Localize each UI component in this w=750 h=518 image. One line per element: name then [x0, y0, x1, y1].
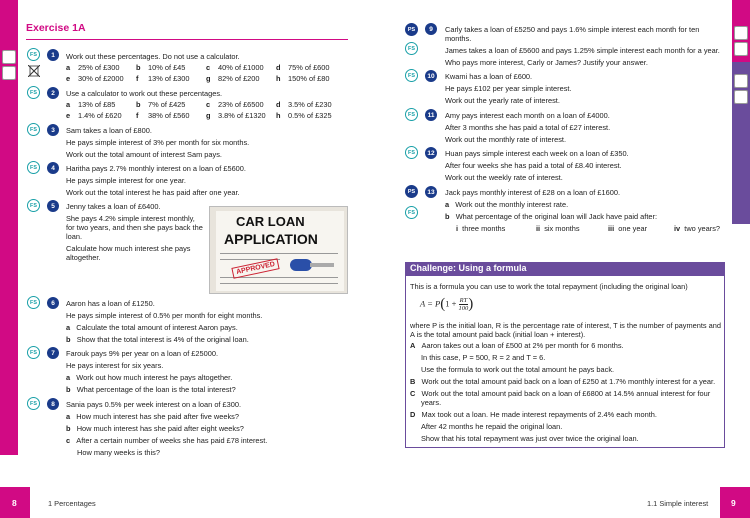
question-part: b Show that the total interest is 4% of the original loan. — [66, 335, 249, 344]
fs-badge: FS — [27, 397, 40, 410]
question-text: Jenny takes a loan of £6400. — [66, 202, 161, 211]
question-part: a Calculate the total amount of interest Aaron pays. — [66, 323, 238, 332]
challenge-text: Show that his total repayment was just over twice the original loan. — [421, 434, 639, 443]
question-text: loan. — [66, 232, 83, 241]
fs-badge: FS — [405, 42, 418, 55]
answer-row: a 25% of £300 b 10% of £45 c 40% of £1000 d 75% of £600 — [66, 63, 330, 72]
question-text: She pays 4.2% simple interest monthly, — [66, 214, 195, 223]
challenge-text: After 42 months he repaid the original loan. — [421, 422, 563, 431]
fs-badge: FS — [27, 161, 40, 174]
question-text: months. — [445, 34, 472, 43]
fs-badge: FS — [405, 206, 418, 219]
challenge-part: B Work out the total amount paid back on a loan of £250 at 1.7% monthly interest for a year. — [410, 377, 716, 386]
question-part: How many weeks is this? — [77, 448, 160, 457]
fs-badge: FS — [27, 86, 40, 99]
question-text: for two years, and then she pays back the — [66, 223, 203, 232]
photo-text-line1: CAR LOAN — [236, 214, 305, 229]
question-text: He pays interest for six years. — [66, 361, 164, 370]
ps-badge: PS — [405, 23, 418, 36]
question-text: Work out the yearly rate of interest. — [445, 96, 560, 105]
fs-badge: FS — [405, 108, 418, 121]
question-number: 12 — [425, 147, 437, 159]
approved-stamp: APPROVED — [231, 258, 280, 279]
exercise-title: Exercise 1A — [26, 22, 86, 34]
question-text: He pays £102 per year simple interest. — [445, 84, 572, 93]
question-part: a Work out the monthly interest rate. — [445, 200, 569, 209]
challenge-part: D Max took out a loan. He made interest repayments of 2.4% each month. — [410, 410, 657, 419]
question-text: Sam takes a loan of £800. — [66, 126, 152, 135]
tab-icon[interactable] — [734, 74, 748, 88]
challenge-text: In this case, P = 500, R = 2 and T = 6. — [421, 353, 546, 362]
car-loan-photo — [209, 206, 348, 294]
no-calculator-icon — [28, 65, 40, 77]
question-text: Calculate how much interest she pays — [66, 244, 191, 253]
question-text: After 3 months she has paid a total of £27 interest. — [445, 123, 611, 132]
fs-badge: FS — [405, 146, 418, 159]
question-text: Huan pays simple interest each week on a loan of £350. — [445, 149, 629, 158]
form-line — [220, 283, 338, 284]
question-part: a How much interest has she paid after five weeks? — [66, 412, 239, 421]
car-key-icon — [290, 259, 312, 271]
question-part: c After a certain number of weeks she has paid £78 interest. — [66, 436, 268, 445]
option-item: i three months — [456, 224, 506, 233]
question-part: b How much interest has she paid after eight weeks? — [66, 424, 244, 433]
question-text: Carly takes a loan of £5250 and pays 1.6% simple interest each month for ten — [445, 25, 700, 34]
question-text: Jack pays monthly interest of £28 on a loan of £1600. — [445, 188, 621, 197]
question-number: 7 — [47, 347, 59, 359]
question-number: 10 — [425, 70, 437, 82]
question-part: a Work out how much interest he pays altogether. — [66, 373, 233, 382]
challenge-text: A is the total amount paid back (initial loan + interest). — [410, 330, 586, 339]
question-text: altogether. — [66, 253, 101, 262]
question-number: 3 — [47, 124, 59, 136]
right-margin-bar — [732, 62, 750, 224]
question-text: Work out the weekly rate of interest. — [445, 173, 563, 182]
repayment-formula: A = P(1 + $\frac{RT}{100}$ ) — [420, 296, 474, 312]
question-text: He pays simple interest of 0.5% per month for eight months. — [66, 311, 263, 320]
photo-text-line2: APPLICATION — [224, 231, 318, 247]
option-item: iv two years? — [674, 224, 721, 233]
question-text: Haritha pays 2.7% monthly interest on a loan of £5600. — [66, 164, 246, 173]
page-number: 8 — [12, 498, 17, 508]
footer-chapter: 1 Percentages — [48, 499, 96, 508]
question-number: 2 — [47, 87, 59, 99]
question-number: 9 — [425, 23, 437, 35]
left-margin-bar — [0, 0, 18, 455]
page-number: 9 — [731, 498, 736, 508]
question-number: 1 — [47, 49, 59, 61]
option-item: ii six months — [536, 224, 580, 233]
tab-icon[interactable] — [2, 66, 16, 80]
question-text: Who pays more interest, Carly or James? Justify your answer. — [445, 58, 648, 67]
question-text: He pays simple interest for one year. — [66, 176, 186, 185]
question-part: b What percentage of the original loan will Jack have paid after: — [445, 212, 657, 221]
question-text: Work out these percentages. Do not use a calculator. — [66, 52, 240, 61]
question-text: Amy pays interest each month on a loan of £4000. — [445, 111, 610, 120]
question-text: Work out the monthly rate of interest. — [445, 135, 567, 144]
ps-badge: PS — [405, 185, 418, 198]
challenge-text: years. — [421, 398, 442, 407]
question-number: 13 — [425, 186, 437, 198]
fs-badge: FS — [27, 346, 40, 359]
tab-icon[interactable] — [734, 90, 748, 104]
question-text: He pays simple interest of 3% per month for six months. — [66, 138, 250, 147]
question-text: James takes a loan of £5600 and pays 1.25% simple interest each month for a year. — [445, 46, 720, 55]
answer-row: e 30% of £2000 f 13% of £300 g 82% of £200 h 150% of £80 — [66, 74, 330, 83]
question-text: Farouk pays 9% per year on a loan of £25000. — [66, 349, 219, 358]
fs-badge: FS — [405, 69, 418, 82]
question-part: b What percentage of the loan is the total interest? — [66, 385, 236, 394]
challenge-intro: This is a formula you can use to work the total repayment (including the original loan) — [410, 282, 688, 291]
tab-icon[interactable] — [734, 42, 748, 56]
question-text: Kwami has a loan of £600. — [445, 72, 533, 81]
tab-icon[interactable] — [734, 26, 748, 40]
fs-badge: FS — [27, 296, 40, 309]
form-line — [220, 253, 338, 254]
fs-badge: FS — [27, 48, 40, 61]
question-number: 11 — [425, 109, 437, 121]
fs-badge: FS — [27, 123, 40, 136]
key-blade — [310, 263, 334, 267]
tab-icon[interactable] — [2, 50, 16, 64]
exercise-header — [26, 22, 348, 40]
question-number: 4 — [47, 162, 59, 174]
question-number: 5 — [47, 200, 59, 212]
question-text: Work out the total interest he has paid after one year. — [66, 188, 240, 197]
fs-badge: FS — [27, 199, 40, 212]
challenge-part: C Work out the total amount paid back on a loan of £6800 at 14.5% annual interest for four — [410, 389, 711, 398]
question-number: 8 — [47, 398, 59, 410]
challenge-text: Use the formula to work out the total amount he pays back. — [421, 365, 615, 374]
question-number: 6 — [47, 297, 59, 309]
question-text: Work out the total amount of interest Sam pays. — [66, 150, 222, 159]
question-text: Aaron has a loan of £1250. — [66, 299, 155, 308]
question-text: After four weeks she has paid a total of £8.40 interest. — [445, 161, 622, 170]
challenge-header — [405, 262, 725, 276]
answer-row: e 1.4% of £620 f 38% of £560 g 3.8% of £1320 h 0.5% of £325 — [66, 111, 332, 120]
footer-section: 1.1 Simple interest — [647, 499, 709, 508]
question-text: Use a calculator to work out these percentages. — [66, 89, 223, 98]
right-margin-bar-top — [732, 0, 750, 62]
challenge-text: where P is the initial loan, R is the percentage rate of interest, T is the number of payments and — [410, 321, 721, 330]
challenge-part: A Aaron takes out a loan of £500 at 2% per month for 6 months. — [410, 341, 624, 350]
option-item: iii one year — [608, 224, 648, 233]
challenge-title: Challenge: Using a formula — [410, 263, 527, 273]
answer-row: a 13% of £85 b 7% of £425 c 23% of £6500 d 3.5% of £230 — [66, 100, 332, 109]
question-text: Sania pays 0.5% per week interest on a loan of £300. — [66, 400, 242, 409]
